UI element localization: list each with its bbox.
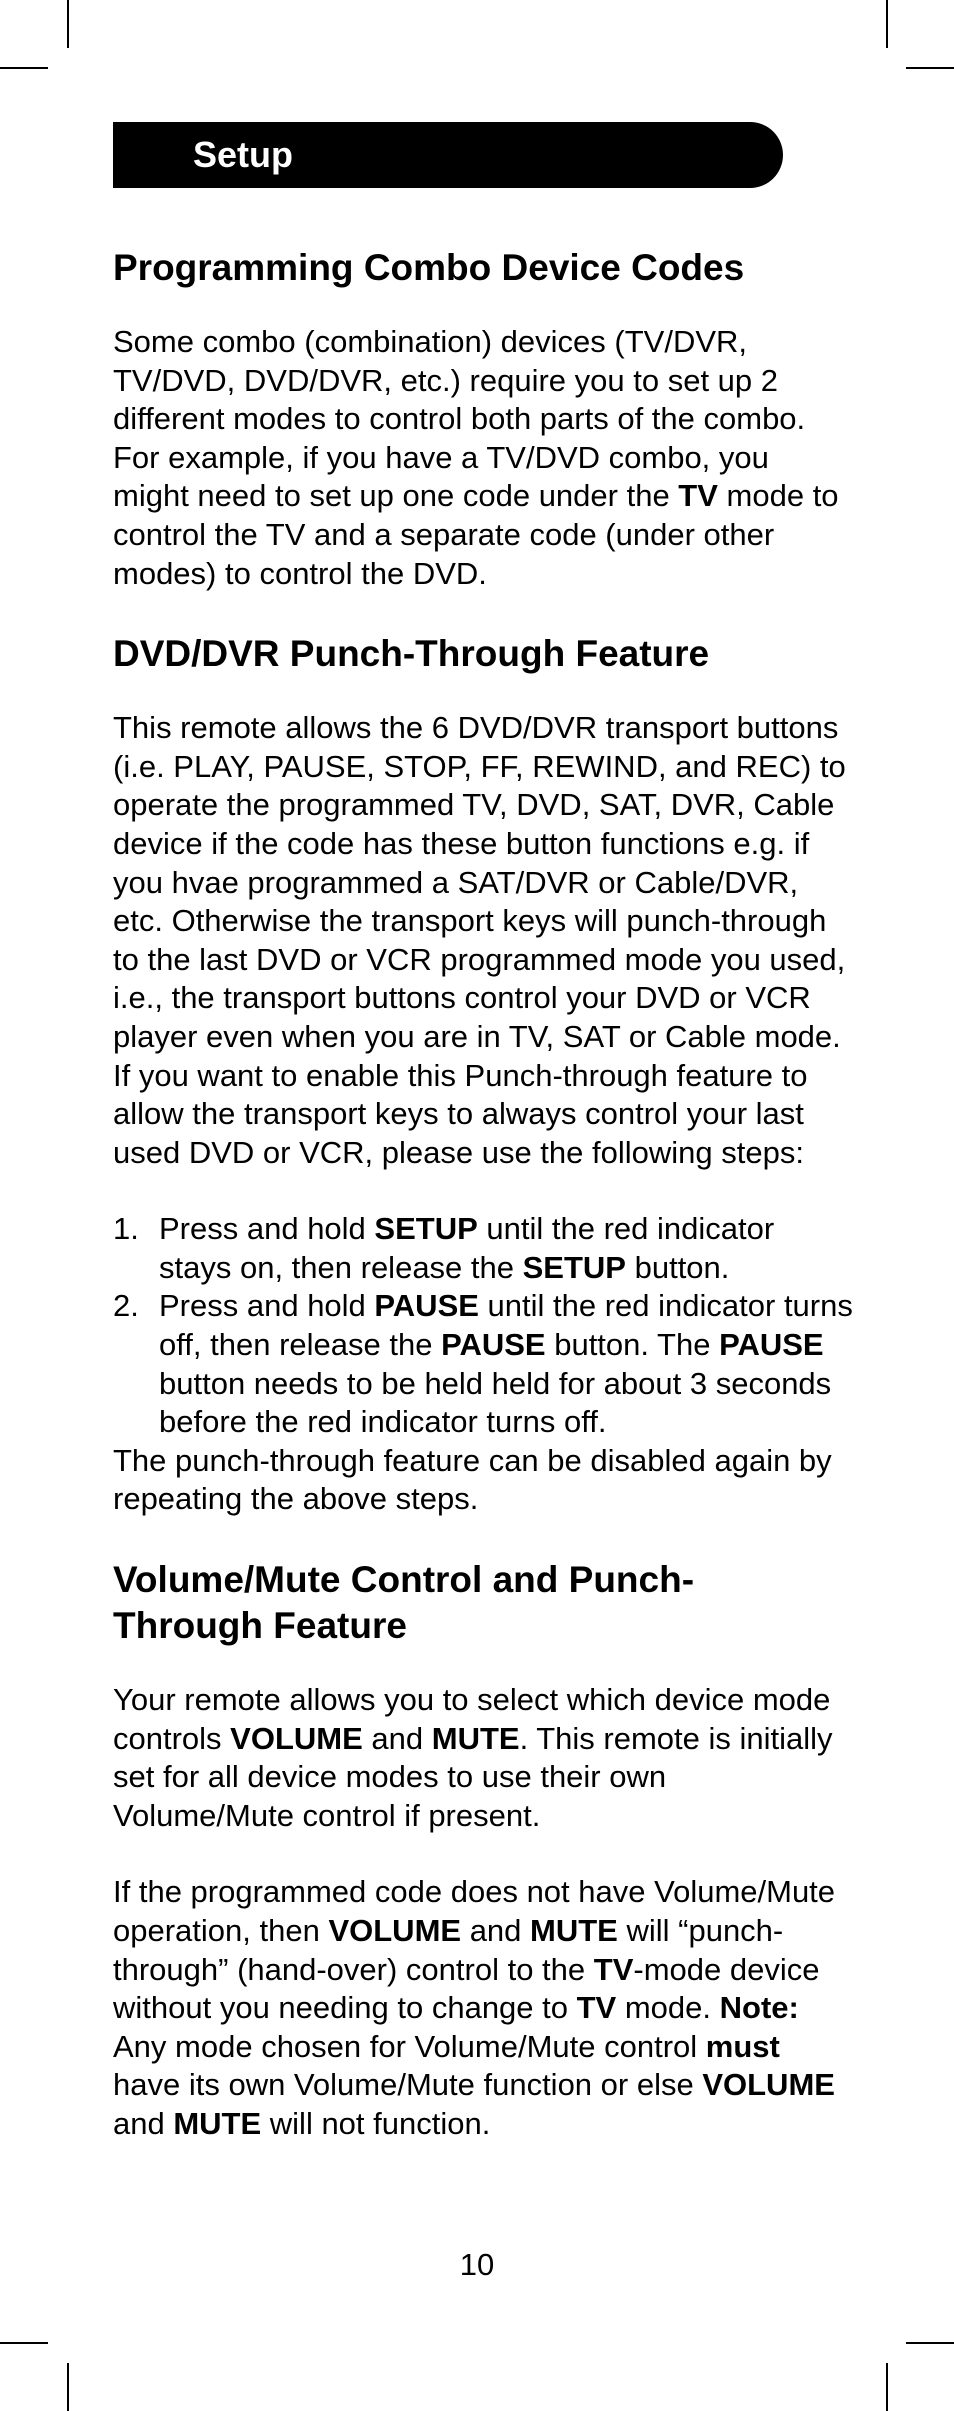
- list-item: 1. Press and hold SETUP until the red indicator stays on, then release the SETUP button.: [113, 1211, 775, 1285]
- heading-dvd-punch-through: DVD/DVR Punch-Through Feature: [113, 633, 710, 675]
- paragraph-combo-codes: Some combo (combination) devices (TV/DVR, TV/DVD, DVD/DVR, etc.) require you to set up 2 different modes to control both parts of the combo. For example, if you have a TV/DVD combo, you might need to set up one code under the TV mode to control the TV and a separate code (under other modes) to control the DVD.: [113, 324, 839, 591]
- crop-mark: [906, 2342, 954, 2344]
- paragraph-dvd-punch-through: This remote allows the 6 DVD/DVR transport buttons (i.e. PLAY, PAUSE, STOP, FF, REWIND, and REC) to operate the programmed TV, DVD, SAT, DVR, Cable device if the code has these button functions e.g. if you hvae programmed a SAT/DVR or Cable/DVR, etc. Otherwise the transport keys will punch-through to the last DVD or VCR programmed mode you used, i.e., the transport buttons control your DVD or VCR player even when you are in TV, SAT or Cable mode. If you want to enable this Punch-through feature to allow the transport keys to always control your last used DVD or VCR, please use the following steps:: [113, 710, 846, 1170]
- paragraph-volume-mute-detail: If the programmed code does not have Volume/Mute operation, then VOLUME and MUTE will “punch-through” (hand-over) control to the TV-mode device without you needing to change to TV mode. Note: Any mode chosen for Volume/Mute control must have its own Volume/Mute function or else VOLUME and MUTE will not function.: [113, 1874, 836, 2141]
- section-banner-label: Setup: [193, 134, 294, 175]
- list-item: 2. Press and hold PAUSE until the red indicator turns off, then release the PAUSE button. The PAUSE button needs to be held held for about 3 seconds before the red indicator turns off.: [113, 1288, 853, 1440]
- steps-list: [113, 1210, 853, 1442]
- heading-volume-mute: Volume/Mute Control and Punch- Through Feature: [113, 1559, 695, 1647]
- section-banner: [113, 122, 783, 188]
- crop-mark: [886, 0, 888, 48]
- page-content: [113, 245, 853, 2144]
- crop-mark: [0, 2342, 48, 2344]
- crop-mark: [906, 67, 954, 69]
- crop-mark: [67, 2363, 69, 2411]
- crop-mark: [0, 67, 48, 69]
- heading-combo-codes: Programming Combo Device Codes: [113, 247, 745, 288]
- crop-mark: [886, 2363, 888, 2411]
- paragraph-disable-note: The punch-through feature can be disabled again by repeating the above steps.: [113, 1442, 832, 1517]
- crop-mark: [67, 0, 69, 48]
- page-number: 10: [459, 2247, 495, 2282]
- paragraph-volume-mute-intro: Your remote allows you to select which device mode controls VOLUME and MUTE. This remote is initially set for all device modes to use their own Volume/Mute control if present.: [113, 1682, 833, 1833]
